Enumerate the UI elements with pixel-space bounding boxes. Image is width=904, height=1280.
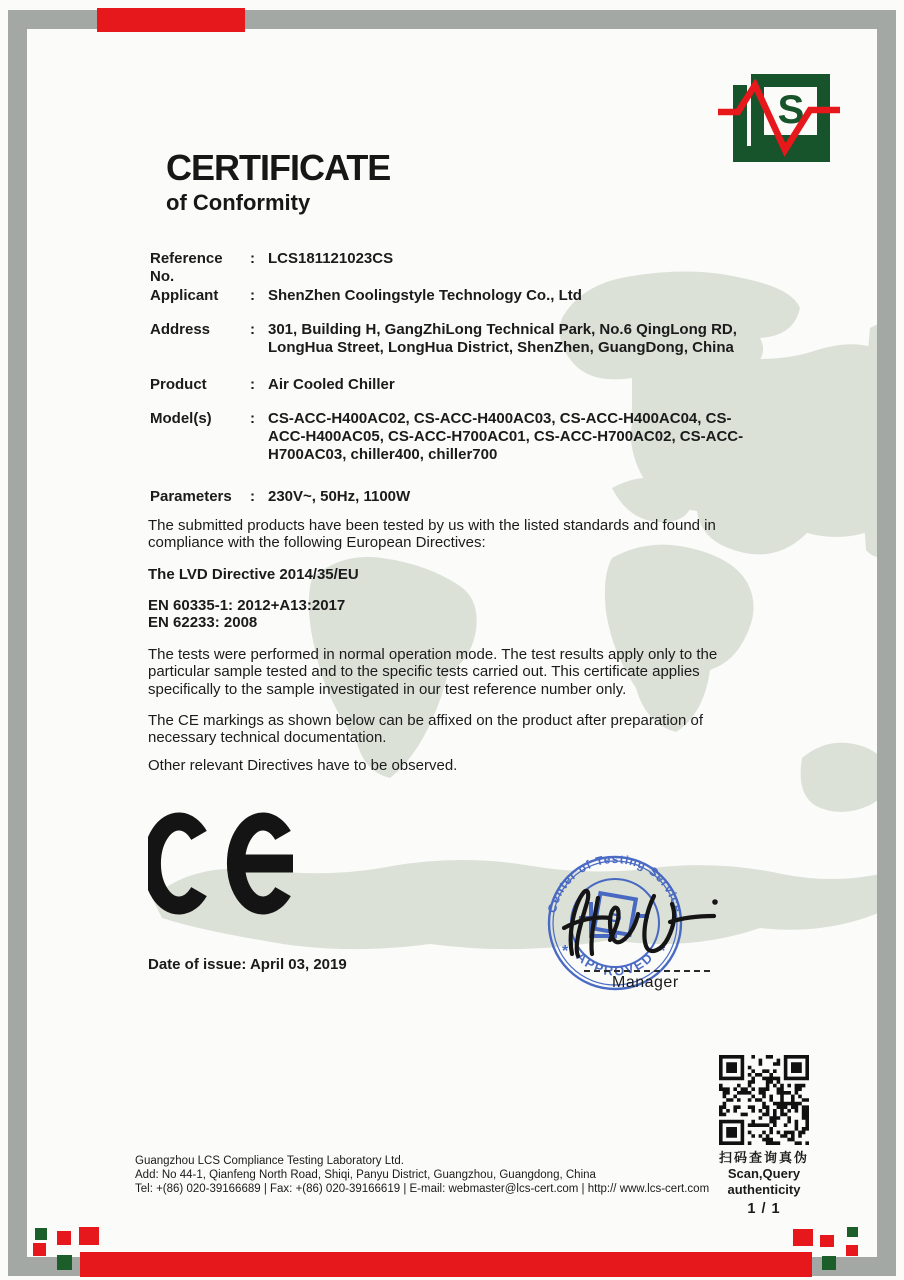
qr-code [719,1055,809,1145]
field-label: Model(s) [150,410,212,427]
deco-square [820,1235,834,1247]
intro-paragraph: The submitted products have been tested by us with the listed standards and found in compliance with the following European Directives: [148,517,716,552]
field-value: Air Cooled Chiller [268,376,395,393]
field-label: Address [150,321,211,338]
bottom-red-bar [80,1252,812,1277]
field-row-address [150,321,768,357]
field-row-models [150,410,768,464]
field-label: Parameters [150,488,232,505]
signature-line [584,970,710,972]
stamp-logo-letter: S [608,905,622,927]
deco-square [35,1228,47,1240]
field-label: Product [150,376,207,393]
field-row-applicant [150,287,768,305]
deco-square [57,1255,72,1270]
lvd-directive-line: The LVD Directive 2014/35/EU [148,566,359,583]
field-row-product [150,376,768,394]
footer [135,1155,745,1196]
field-row-parameters [150,488,768,506]
field-colon: : [250,321,255,338]
deco-square [847,1227,858,1237]
field-colon: : [250,488,255,505]
footer-address: Add: No 44-1, Qianfeng North Road, Shiqi, Panyu District, Guangzhou, Guangdong, China [135,1168,596,1181]
field-colon: : [250,287,255,304]
field-value: 301, Building H, GangZhiLong Technical Park, No.6 QingLong RD, LongHua Street, LongHua District, ShenZhen, GuangDong, China [268,321,737,356]
deco-square [793,1229,813,1246]
deco-square [33,1243,46,1256]
stamp-star-right: * [659,943,666,960]
stamp-arc-bottom-text: APPROVED [573,948,657,979]
field-value: 230V~, 50Hz, 1100W [268,488,411,505]
certificate-title: CERTIFICATE [166,147,391,188]
manager-signature [552,878,724,983]
qr-caption-en: Scan,Query authenticity [727,1166,801,1197]
field-colon: : [250,410,255,427]
tests-paragraph: The tests were performed in normal operation mode. The test results apply only to the particular sample tested and to the specific tests carried out. This certificate applies specifically to the sample investigated in our test reference number only. [148,646,718,698]
page-border-left [8,10,27,1276]
standard-en60335: EN 60335-1: 2012+A13:2017 [148,597,346,614]
other-directives-line: Other relevant Directives have to be observed. [148,757,458,774]
top-red-bar [97,8,245,32]
ce-mark-icon [148,812,294,915]
footer-company: Guangzhou LCS Compliance Testing Laboratory Ltd. [135,1155,404,1167]
signer-title: Manager [612,974,679,991]
date-of-issue: Date of issue: April 03, 2019 [148,956,347,973]
page-number: 1 / 1 [747,1201,781,1217]
field-label: Reference No. [150,250,223,285]
certificate-subtitle: of Conformity [166,190,311,215]
deco-square [79,1227,99,1245]
deco-square [57,1231,71,1245]
title-block [166,148,390,216]
deco-square [846,1245,858,1256]
standard-en62233: EN 62233: 2008 [148,614,258,631]
field-label: Applicant [150,287,219,304]
field-value: CS-ACC-H400AC02, CS-ACC-H400AC03, CS-ACC-H400AC04, CS-ACC-H400AC05, CS-ACC-H700AC01, CS-ACC-H700AC02, CS-ACC-H700AC03, chiller400, chiller700 [268,410,744,463]
qr-caption-cn: 扫码查询真伪 [718,1150,809,1165]
field-colon: : [250,376,255,393]
lcs-logo [712,68,847,173]
field-value: LCS181121023CS [268,250,394,267]
stamp-arc-top-text: Center of Testing Service [545,852,685,915]
field-row-reference [150,250,768,286]
page-border-right [877,10,896,1276]
field-colon: : [250,250,255,267]
field-value: ShenZhen Coolingstyle Technology Co., Ltd [268,287,582,304]
lcs-logo-letter: S [777,88,805,132]
ce-markings-paragraph: The CE markings as shown below can be affixed on the product after preparation of necessary technical documentation. [148,712,704,747]
deco-square [822,1256,836,1270]
stamp-star-left: * [562,943,569,960]
footer-contact: Tel: +(86) 020-39166689 | Fax: +(86) 020-39166619 | E-mail: webmaster@lcs-cert.com | http:// www.lcs-cert.com [135,1182,710,1195]
